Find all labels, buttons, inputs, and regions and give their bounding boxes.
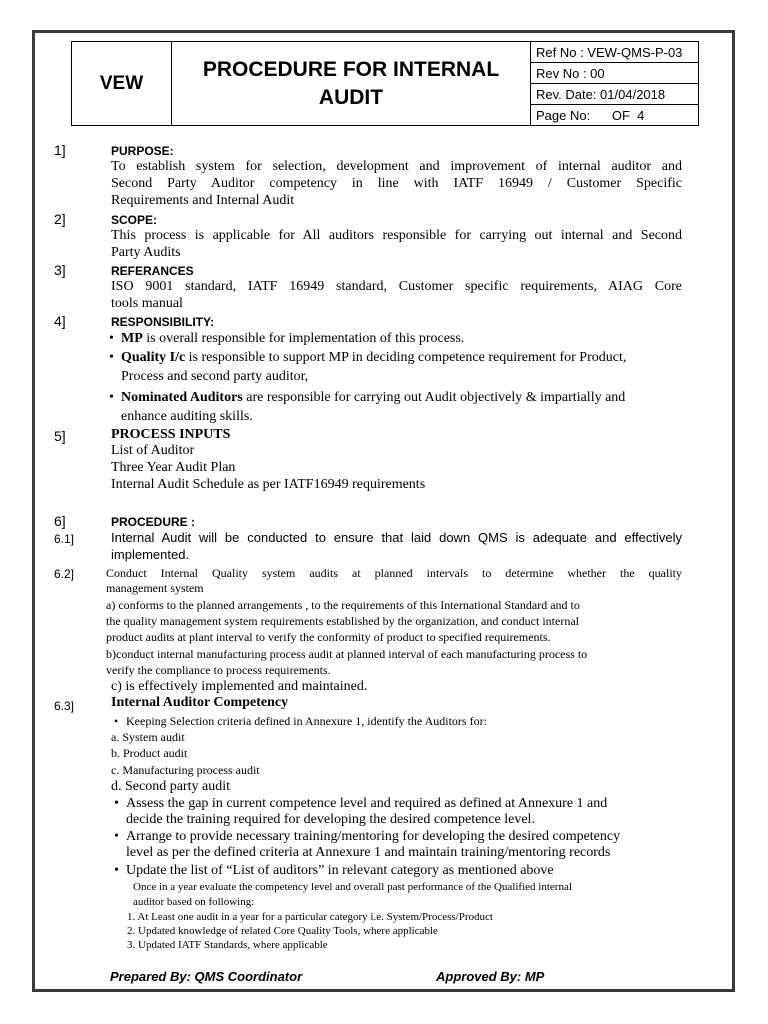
clause-text: b)conduct internal manufacturing process audit at planned interval of each manufacturing process to [106,647,588,661]
responsibility-item: • Nominated Auditors are responsible for carrying out Audit objectively & impartially and [121,390,625,406]
section-heading: RESPONSIBILITY: [111,315,215,329]
company-name: VEW [72,42,172,126]
section-number: 3] [54,262,66,278]
responsibility-item-cont: Process and second party auditor, [121,369,309,384]
scope-line: This process is applicable for All auditors responsible for carrying out internal and Second [111,228,682,243]
scope-line: Party Audits [111,245,181,260]
competency-bullet: • Assess the gap in current competence level and required as defined at Annexure 1 and [126,796,607,812]
section-number: 4] [54,313,66,329]
clause-text: c) is effectively implemented and maintained. [111,679,368,694]
document-title: PROCEDURE FOR INTERNAL AUDIT [172,42,531,126]
approved-by: Approved By: MP [436,969,545,984]
clause-text: a) conforms to the planned arrangements , to the requirements of this International Standard and to [106,598,580,612]
section-number: 5] [54,428,66,444]
section-number: 6] [54,513,66,529]
clause-number: 6.2] [54,567,75,581]
audit-type-item: d. Second party audit [111,779,230,794]
section-number: 2] [54,211,66,227]
competency-bullet: • Arrange to provide necessary training/mentoring for developing the desired competency [126,829,620,845]
clause-text: Internal Audit will be conducted to ensure that laid down QMS is adequate and effectively [111,530,682,545]
audit-type-item: c. Manufacturing process audit [111,763,260,777]
clause-text: Conduct Internal Quality system audits at planned intervals to determine whether the quality [106,566,682,580]
section-heading: PROCEDURE : [111,515,196,529]
competency-bullet: • Update the list of “List of auditors” in relevant category as mentioned above [126,863,554,879]
references-line: tools manual [111,296,183,311]
rev-date: Rev. Date: 01/04/2018 [531,84,699,105]
section-number: 1] [54,142,66,158]
competency-bullet: • Keeping Selection criteria defined in Annexure 1, identify the Auditors for: [126,713,487,729]
competency-bullet-cont: decide the training required for developing the desired competence level. [126,812,535,827]
clause-text: the quality management system requirements established by the organization, and conduct internal [106,614,579,628]
purpose-line: Second Party Auditor competency in line with IATF 16949 / Customer Specific [111,176,682,191]
clause-text: product audits at plant interval to verify the conformity of product to specified requirements. [106,630,551,644]
responsibility-item: • MP is overall responsible for implementation of this process. [121,331,464,347]
clause-number: 6.1] [54,532,75,546]
evaluation-text: Once in a year evaluate the competency level and overall past performance of the Qualified internal [133,881,572,893]
rev-no: Rev No : 00 [531,63,699,84]
audit-type-item: b. Product audit [111,746,188,760]
section-heading: PURPOSE: [111,144,174,158]
prepared-by: Prepared By: QMS Coordinator [110,969,303,984]
responsibility-item-cont: enhance auditing skills. [121,409,253,424]
section-heading: PROCESS INPUTS [111,427,231,442]
evaluation-text: auditor based on following: [133,896,255,908]
clause-heading: Internal Auditor Competency [111,695,289,710]
clause-text: verify the compliance to process requirements. [106,663,331,677]
ref-no: Ref No : VEW-QMS-P-03 [531,42,699,63]
input-item: Internal Audit Schedule as per IATF16949 requirements [111,477,426,492]
section-heading: SCOPE: [111,213,158,227]
page-no: Page No: OF 4 [531,105,699,126]
purpose-line: To establish system for selection, development and improvement of internal auditor and [111,159,682,174]
criteria-item: 2. Updated knowledge of related Core Quality Tools, where applicable [127,925,438,937]
competency-bullet-cont: level as per the defined criteria at Annexure 1 and maintain training/mentoring records [126,845,611,860]
input-item: Three Year Audit Plan [111,460,236,475]
document-header [71,41,699,126]
references-line: ISO 9001 standard, IATF 16949 standard, Customer specific requirements, AIAG Core [111,279,682,294]
criteria-item: 3. Updated IATF Standards, where applicable [127,939,328,951]
clause-text: management system [106,581,204,595]
clause-text: implemented. [111,547,190,562]
input-item: List of Auditor [111,443,195,458]
section-heading: REFERANCES [111,264,194,278]
audit-type-item: a. System audit [111,730,185,744]
responsibility-item: • Quality I/c is responsible to support MP in deciding competence requirement for Product, [121,350,626,366]
criteria-item: 1. At Least one audit in a year for a particular category i.e. System/Process/Product [127,911,493,923]
purpose-line: Requirements and Internal Audit [111,193,295,208]
clause-number: 6.3] [54,699,75,713]
